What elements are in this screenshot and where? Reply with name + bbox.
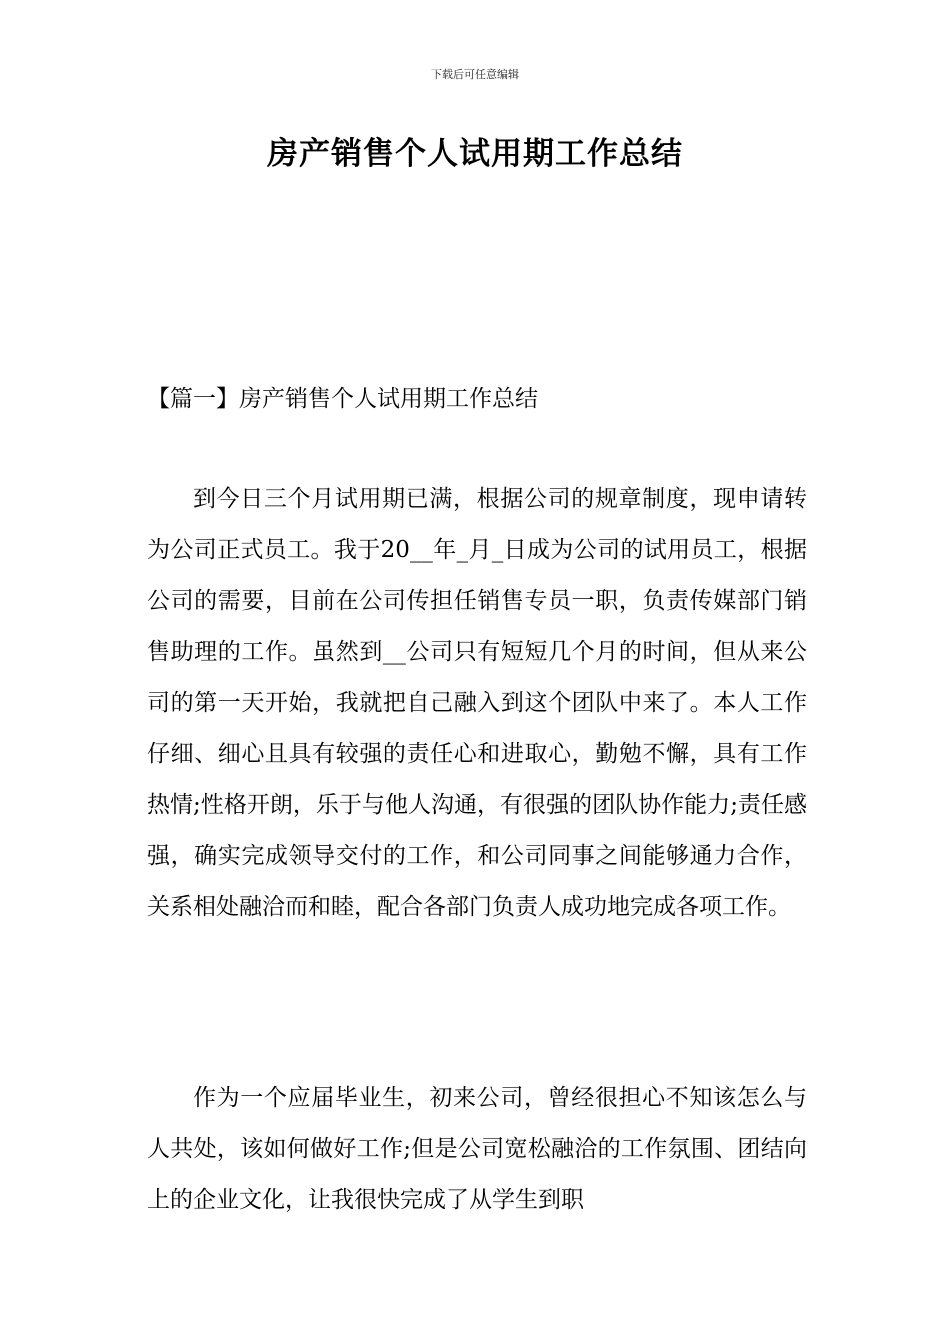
section-heading: 【篇一】房产销售个人试用期工作总结: [147, 386, 538, 412]
document-title: 房产销售个人试用期工作总结: [267, 136, 683, 172]
body-paragraph: 到今日三个月试用期已满，根据公司的规章制度，现申请转为公司正式员工。我于20__年_月_日成为公司的试用员工，根据公司的需要，目前在公司传担任销售专员一职，负责传媒部门销售助理的工作。虽然到__公司只有短短几个月的时间，但从来公司的第一天开始，我就把自己融入到这个团队中来了。本人工作仔细、细心且具有较强的责任心和进取心，勤勉不懈，具有工作热情;性格开朗，乐于与他人沟通，有很强的团队协作能力;责任感强，确实完成领导交付的工作，和公司同事之间能够通力合作，关系相处融洽而和睦，配合各部门负责人成功地完成各项工作。: [147, 486, 807, 920]
body-paragraph: 作为一个应届毕业生，初来公司，曾经很担心不知该怎么与人共处，该如何做好工作;但是公司宽松融洽的工作氛围、团结向上的企业文化，让我很快完成了从学生到职: [147, 1085, 807, 1213]
header-note: 下载后可任意编辑: [431, 68, 519, 81]
